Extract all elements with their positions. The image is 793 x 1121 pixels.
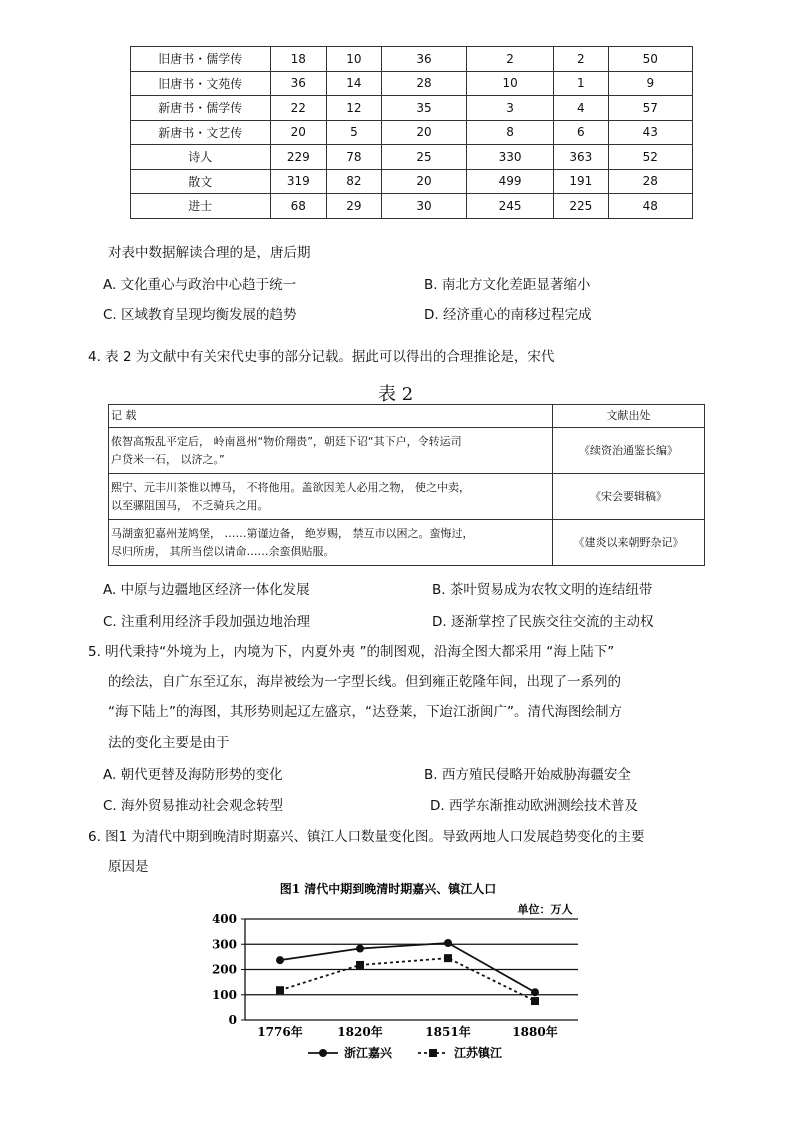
table-row <box>131 169 693 194</box>
table-1 <box>130 46 693 219</box>
row-label: 新唐书・儒学传 <box>131 96 271 121</box>
q4-option-a: A. 中原与边疆地区经济一体化发展 <box>103 582 310 598</box>
chart-title: 图1 清代中期到晚清时期嘉兴、镇江人口 <box>279 882 497 896</box>
table-cell: 43 <box>608 120 692 145</box>
table-cell: 229 <box>270 145 326 170</box>
chart-unit-label: 单位：万人 <box>517 903 573 916</box>
legend-label: 江苏镇江 <box>454 1046 503 1060</box>
data-point <box>531 988 539 996</box>
table-cell: 225 <box>554 194 609 219</box>
table-row <box>109 474 705 520</box>
table-row <box>131 120 693 145</box>
q5-line-1: 5. 明代秉持“外境为上，内境为下，内夏外夷 ”的制图观，沿海全图大都采用 “海上陆下” <box>88 644 615 660</box>
table-cell: 3 <box>467 96 554 121</box>
y-tick-label: 300 <box>211 937 237 952</box>
q3-option-b: B. 南北方文化差距显著缩小 <box>424 277 591 293</box>
table-cell: 319 <box>270 169 326 194</box>
table-cell: 1 <box>554 71 609 96</box>
y-tick-label: 100 <box>211 987 237 1002</box>
legend-marker <box>319 1049 327 1057</box>
q6-line-2: 原因是 <box>108 859 149 875</box>
table-cell: 10 <box>467 71 554 96</box>
table-cell: 12 <box>326 96 381 121</box>
table-cell: 30 <box>381 194 466 219</box>
table-2-header-source: 文献出处 <box>553 405 705 428</box>
table-cell: 68 <box>270 194 326 219</box>
table-2-source: 《续资治通鉴长编》 <box>553 428 705 474</box>
table-cell: 36 <box>270 71 326 96</box>
table-2-source: 《建炎以来朝野杂记》 <box>553 520 705 566</box>
table-cell: 35 <box>381 96 466 121</box>
record-line: 户贷米一石， 以济之。” <box>111 452 225 466</box>
y-tick-label: 200 <box>211 962 237 977</box>
q4-option-b: B. 茶叶贸易成为农牧文明的连结纽带 <box>432 582 653 598</box>
table-cell: 20 <box>381 169 466 194</box>
table-cell: 50 <box>608 47 692 72</box>
legend-marker <box>429 1049 437 1057</box>
data-point <box>276 956 284 964</box>
table-cell: 22 <box>270 96 326 121</box>
table-2-title: 表 2 <box>378 384 414 405</box>
table-cell: 6 <box>554 120 609 145</box>
row-label: 旧唐书・文苑传 <box>131 71 271 96</box>
table-cell: 499 <box>467 169 554 194</box>
record-line: 熙宁、元丰川茶惟以博马， 不将他用。盖欲因羌人必用之物， 使之中卖， <box>111 480 470 494</box>
q5-line-3: “海下陆上”的海图，其形势则起辽左盛京，“达登莱，下迨江浙闽广”。清代海图绘制方 <box>108 704 622 720</box>
record-line: 尽归所虏， 其所当偿以请命……余蛮俱贴服。 <box>111 544 335 558</box>
table-cell: 245 <box>467 194 554 219</box>
table-2-record <box>109 428 553 474</box>
legend-label: 浙江嘉兴 <box>344 1046 393 1060</box>
table-cell: 4 <box>554 96 609 121</box>
q4-option-c: C. 注重利用经济手段加强边地治理 <box>103 614 311 630</box>
q3-stem: 对表中数据解读合理的是，唐后期 <box>108 245 311 261</box>
table-cell: 29 <box>326 194 381 219</box>
table-row <box>131 96 693 121</box>
table-row <box>131 145 693 170</box>
table-cell: 25 <box>381 145 466 170</box>
table-cell: 82 <box>326 169 381 194</box>
data-point <box>444 954 452 962</box>
data-point <box>444 939 452 947</box>
q5-option-a: A. 朝代更替及海防形势的变化 <box>103 767 283 783</box>
table-cell: 28 <box>381 71 466 96</box>
table-cell: 48 <box>608 194 692 219</box>
table-cell: 2 <box>554 47 609 72</box>
table-cell: 8 <box>467 120 554 145</box>
table-row <box>109 520 705 566</box>
q3-option-a: A. 文化重心与政治中心趋于统一 <box>103 277 297 293</box>
table-cell: 10 <box>326 47 381 72</box>
x-tick-label: 1851年 <box>425 1025 471 1039</box>
table-row <box>109 428 705 474</box>
row-label: 进士 <box>131 194 271 219</box>
table-row <box>131 47 693 72</box>
data-point <box>531 997 539 1005</box>
table-cell: 57 <box>608 96 692 121</box>
series-line <box>280 943 535 992</box>
data-point <box>356 961 364 969</box>
table-cell: 78 <box>326 145 381 170</box>
record-line: 侬智高叛乱平定后， 岭南邕州“物价翔贵”，朝廷下诏“其下户，令转运司 <box>111 434 462 448</box>
data-point <box>356 945 364 953</box>
q3-option-d: D. 经济重心的南移过程完成 <box>424 307 592 323</box>
q4-stem: 4. 表 2 为文献中有关宋代史事的部分记载。据此可以得出的合理推论是，宋代 <box>88 349 555 365</box>
q3-option-c: C. 区域教育呈现均衡发展的趋势 <box>103 307 297 323</box>
table-cell: 9 <box>608 71 692 96</box>
table-2-header-row <box>109 405 705 428</box>
q5-line-2: 的绘法，自广东至辽东，海岸被绘为一字型长线。但到雍正乾隆年间，出现了一系列的 <box>108 674 621 690</box>
q4-option-d: D. 逐渐掌控了民族交往交流的主动权 <box>432 614 654 630</box>
y-tick-label: 0 <box>228 1013 237 1027</box>
table-2 <box>108 404 705 566</box>
table-cell: 20 <box>381 120 466 145</box>
q5-option-b: B. 西方殖民侵略开始威胁海疆安全 <box>424 767 631 783</box>
x-tick-label: 1820年 <box>337 1025 383 1039</box>
table-cell: 20 <box>270 120 326 145</box>
table-row <box>131 194 693 219</box>
table-cell: 191 <box>554 169 609 194</box>
x-tick-label: 1880年 <box>512 1025 558 1039</box>
table-2-source: 《宋会要辑稿》 <box>553 474 705 520</box>
table-cell: 14 <box>326 71 381 96</box>
table-cell: 2 <box>467 47 554 72</box>
table-2-record <box>109 474 553 520</box>
table-cell: 36 <box>381 47 466 72</box>
table-cell: 5 <box>326 120 381 145</box>
table-cell: 52 <box>608 145 692 170</box>
table-cell: 363 <box>554 145 609 170</box>
data-point <box>276 986 284 994</box>
table-cell: 28 <box>608 169 692 194</box>
record-line: 马湖蛮犯嘉州茏鸠堡， ……第谨边备， 绝岁赐， 禁互市以困之。蛮悔过， <box>111 526 474 540</box>
q6-line-1: 6. 图1 为清代中期到晚清时期嘉兴、镇江人口数量变化图。导致两地人口发展趋势变化的主要 <box>88 829 645 845</box>
x-tick-label: 1776年 <box>257 1025 303 1039</box>
table-2-header-record: 记 载 <box>109 405 553 428</box>
y-tick-label: 400 <box>211 912 237 926</box>
row-label: 诗人 <box>131 145 271 170</box>
row-label: 旧唐书・儒学传 <box>131 47 271 72</box>
q5-option-d: D. 西学东渐推动欧洲测绘技术普及 <box>430 798 638 814</box>
row-label: 散文 <box>131 169 271 194</box>
row-label: 新唐书・文艺传 <box>131 120 271 145</box>
table-2-record <box>109 520 553 566</box>
table-cell: 18 <box>270 47 326 72</box>
record-line: 以至骡阻国马， 不乏骑兵之用。 <box>111 498 269 512</box>
table-row <box>131 71 693 96</box>
q5-option-c: C. 海外贸易推动社会观念转型 <box>103 798 284 814</box>
table-cell: 330 <box>467 145 554 170</box>
population-line-chart <box>200 875 600 1065</box>
q5-line-4: 法的变化主要是由于 <box>108 735 230 751</box>
